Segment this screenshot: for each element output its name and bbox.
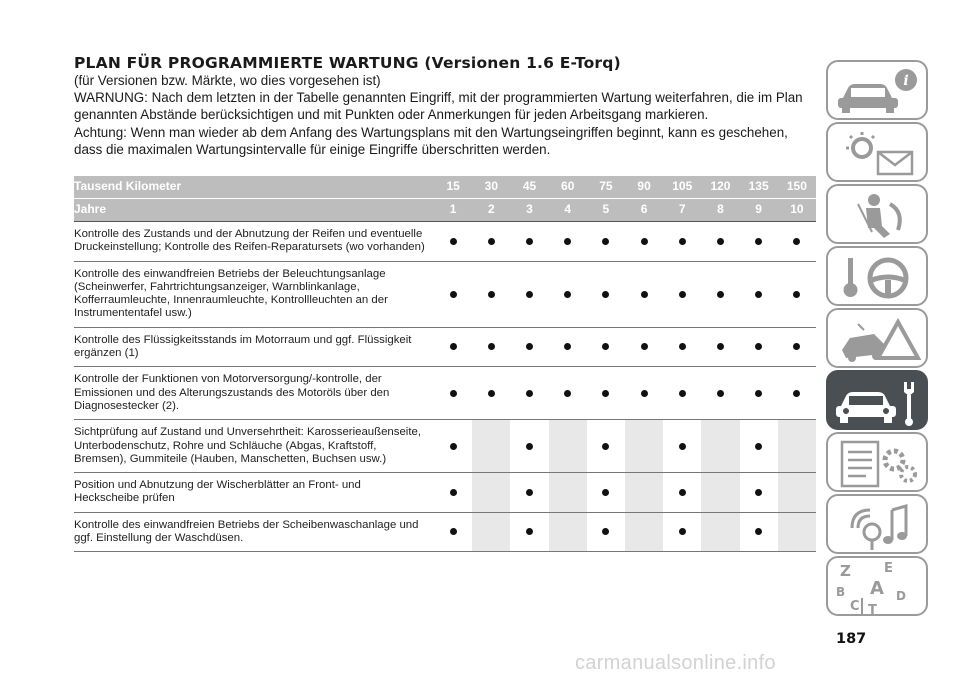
dot-icon <box>526 291 533 298</box>
svg-text:C: C <box>850 599 860 614</box>
dot-icon <box>450 390 457 397</box>
task-description: Kontrolle des einwandfreien Betriebs der Beleuchtungsanlage (Scheinwerfer, Fahrtrichtungsanzeiger, Warnblinkanlage, Kofferraumleuchte, Innenraumleuchte, Kontrollleuchten an der Instrumententafel usw.) <box>74 267 388 320</box>
header-km-label: Tausend Kilometer <box>74 176 434 199</box>
dot-icon <box>450 489 457 496</box>
empty-cell <box>625 512 663 552</box>
service-mark <box>510 327 548 367</box>
year-col: 7 <box>663 199 701 222</box>
service-mark <box>549 222 587 262</box>
service-mark <box>434 222 472 262</box>
service-mark <box>549 327 587 367</box>
km-col: 60 <box>549 176 587 199</box>
dot-icon <box>564 291 571 298</box>
dot-icon <box>641 291 648 298</box>
table-row <box>74 473 816 513</box>
service-mark <box>663 512 701 552</box>
dot-icon <box>717 291 724 298</box>
service-mark <box>740 512 778 552</box>
empty-cell <box>625 420 663 473</box>
service-mark <box>625 367 663 420</box>
dot-icon <box>526 238 533 245</box>
dot-icon <box>755 238 762 245</box>
dot-icon <box>755 343 762 350</box>
header-years-label: Jahre <box>74 199 434 222</box>
service-mark <box>663 420 701 473</box>
dot-icon <box>526 528 533 535</box>
dot-icon <box>564 390 571 397</box>
dot-icon <box>755 291 762 298</box>
service-mark <box>549 261 587 327</box>
empty-cell <box>701 473 739 513</box>
service-mark <box>510 473 548 513</box>
tab-car-info[interactable] <box>826 60 928 120</box>
km-col: 120 <box>701 176 739 199</box>
maintenance-rows <box>74 222 816 552</box>
dot-icon <box>679 443 686 450</box>
dot-icon <box>679 238 686 245</box>
table-row <box>74 512 816 552</box>
technical-data-icon <box>828 434 928 492</box>
tab-multimedia[interactable] <box>826 494 928 554</box>
dot-icon <box>602 238 609 245</box>
service-mark <box>740 420 778 473</box>
svg-text:A: A <box>870 578 884 599</box>
car-info-icon <box>828 62 928 120</box>
task-description: Kontrolle des Flüssigkeitsstands im Motorraum und ggf. Flüssigkeit ergänzen (1) <box>74 333 412 360</box>
empty-cell <box>778 420 816 473</box>
km-col: 150 <box>778 176 816 199</box>
service-mark <box>472 327 510 367</box>
svg-text:E: E <box>884 561 893 576</box>
service-mark <box>740 327 778 367</box>
dot-icon <box>602 343 609 350</box>
dot-icon <box>602 390 609 397</box>
year-col: 6 <box>625 199 663 222</box>
empty-cell <box>472 420 510 473</box>
service-mark <box>663 327 701 367</box>
dot-icon <box>793 291 800 298</box>
year-col: 2 <box>472 199 510 222</box>
dot-icon <box>602 528 609 535</box>
km-col: 90 <box>625 176 663 199</box>
dot-icon <box>526 390 533 397</box>
service-mark <box>701 367 739 420</box>
service-mark <box>587 261 625 327</box>
dot-icon <box>679 291 686 298</box>
table-row <box>74 367 816 420</box>
km-col: 45 <box>510 176 548 199</box>
year-col: 5 <box>587 199 625 222</box>
dot-icon <box>450 528 457 535</box>
tab-warning-lights[interactable] <box>826 122 928 182</box>
service-mark <box>587 222 625 262</box>
task-description: Position und Abnutzung der Wischerblätter an Front- und Heckscheibe prüfen <box>74 479 361 505</box>
table-row <box>74 420 816 473</box>
service-mark <box>587 512 625 552</box>
dot-icon <box>679 528 686 535</box>
intro-attention: Achtung: Wenn man wieder ab dem Anfang des Wartungsplans mit den Wartungseingriffen beginnt, kann es geschehen, dass die maximalen Wartungsintervalle für einige Eingriffe überschritten werden. <box>74 124 788 157</box>
svg-text:Z: Z <box>840 562 851 580</box>
multimedia-icon <box>828 496 928 554</box>
empty-cell <box>701 420 739 473</box>
dot-icon <box>755 443 762 450</box>
dot-icon <box>641 238 648 245</box>
dot-icon <box>564 238 571 245</box>
km-col: 15 <box>434 176 472 199</box>
service-mark <box>778 261 816 327</box>
svg-text:D: D <box>896 589 906 603</box>
table-row <box>74 327 816 367</box>
dot-icon <box>755 489 762 496</box>
service-mark <box>510 512 548 552</box>
tab-emergency[interactable] <box>826 308 928 368</box>
dot-icon <box>641 390 648 397</box>
service-mark <box>778 222 816 262</box>
steering-key-icon <box>828 248 928 306</box>
table-row <box>74 261 816 327</box>
dot-icon <box>526 489 533 496</box>
service-mark <box>434 327 472 367</box>
dot-icon <box>450 291 457 298</box>
service-mark <box>510 222 548 262</box>
header-row-km <box>74 176 816 199</box>
service-mark <box>701 222 739 262</box>
empty-cell <box>778 473 816 513</box>
car-service-icon <box>828 372 928 430</box>
dot-icon <box>793 343 800 350</box>
dot-icon <box>717 390 724 397</box>
service-mark <box>434 420 472 473</box>
service-mark <box>587 420 625 473</box>
header-row-years <box>74 199 816 222</box>
watermark: carmanualsonline.info <box>575 652 776 674</box>
service-mark <box>587 367 625 420</box>
service-mark <box>663 261 701 327</box>
page-title: PLAN FÜR PROGRAMMIERTE WARTUNG (Versionen 1.6 E-Torq) <box>74 54 621 72</box>
service-mark <box>663 473 701 513</box>
km-col: 30 <box>472 176 510 199</box>
dot-icon <box>755 528 762 535</box>
dot-icon <box>793 238 800 245</box>
service-mark <box>510 367 548 420</box>
empty-cell <box>625 473 663 513</box>
service-mark <box>434 367 472 420</box>
tab-safety[interactable] <box>826 184 928 244</box>
emergency-icon <box>828 310 928 368</box>
service-mark <box>472 261 510 327</box>
dot-icon <box>602 291 609 298</box>
dot-icon <box>488 343 495 350</box>
service-mark <box>587 473 625 513</box>
service-mark <box>778 327 816 367</box>
empty-cell <box>472 512 510 552</box>
dot-icon <box>717 238 724 245</box>
service-mark <box>663 222 701 262</box>
dot-icon <box>679 343 686 350</box>
svg-text:T: T <box>868 603 877 618</box>
index-icon <box>828 558 928 616</box>
dot-icon <box>488 291 495 298</box>
svg-text:i: i <box>903 73 909 89</box>
empty-cell <box>701 512 739 552</box>
service-mark <box>587 327 625 367</box>
service-mark <box>434 261 472 327</box>
maintenance-table <box>74 176 816 552</box>
year-col: 4 <box>549 199 587 222</box>
year-col: 3 <box>510 199 548 222</box>
km-col: 75 <box>587 176 625 199</box>
service-mark <box>740 222 778 262</box>
service-mark <box>701 327 739 367</box>
service-mark <box>625 327 663 367</box>
dot-icon <box>641 343 648 350</box>
tab-service[interactable] <box>826 370 928 430</box>
dot-icon <box>679 390 686 397</box>
service-mark <box>740 367 778 420</box>
service-mark <box>549 367 587 420</box>
task-description: Kontrolle des einwandfreien Betriebs der Scheibenwaschanlage und ggf. Einstellung der Waschdüsen. <box>74 518 419 545</box>
service-mark <box>434 512 472 552</box>
service-mark <box>701 261 739 327</box>
service-mark <box>434 473 472 513</box>
warning-lights-icon <box>828 124 928 182</box>
year-col: 1 <box>434 199 472 222</box>
safety-seat-icon <box>828 186 928 244</box>
km-col: 105 <box>663 176 701 199</box>
task-description: Kontrolle der Funktionen von Motorversorgung/-kontrolle, der Emissionen und des Alterungszustands des Motoröls über den Diagnosestecker (2). <box>74 373 390 412</box>
dot-icon <box>679 489 686 496</box>
service-mark <box>625 261 663 327</box>
year-col: 8 <box>701 199 739 222</box>
year-col: 9 <box>740 199 778 222</box>
dot-icon <box>755 390 762 397</box>
service-mark <box>740 261 778 327</box>
empty-cell <box>549 420 587 473</box>
task-description: Kontrolle des Zustands und der Abnutzung der Reifen und eventuelle Druckeinstellung; Kontrolle des Reifen-Reparatursets (wo vorhanden) <box>74 228 425 254</box>
empty-cell <box>549 512 587 552</box>
km-col: 135 <box>740 176 778 199</box>
empty-cell <box>549 473 587 513</box>
dot-icon <box>602 443 609 450</box>
dot-icon <box>450 443 457 450</box>
service-mark <box>663 367 701 420</box>
dot-icon <box>488 238 495 245</box>
dot-icon <box>564 343 571 350</box>
intro-line-versions: (für Versionen bzw. Märkte, wo dies vorgesehen ist) <box>74 73 381 88</box>
dot-icon <box>526 443 533 450</box>
intro-warning: WARNUNG: Nach dem letzten in der Tabelle genannten Eingriff, mit der programmierten Wartung weiterfahren, die im Plan genannten Abstände berücksichtigen und mit Punkten oder Anmerkungen für jeden Arbeitsgang markieren. <box>74 90 803 123</box>
service-mark <box>778 367 816 420</box>
service-mark <box>510 420 548 473</box>
task-description: Sichtprüfung auf Zustand und Unversehrtheit: Karosserieaußenseite, Unterbodenschutz, Rohre und Schläuche (Abgas, Kraftstoff, Bremsen), Gummiteile (Hauben, Manschetten, Buchsen usw.) <box>74 426 421 465</box>
empty-cell <box>778 512 816 552</box>
dot-icon <box>450 343 457 350</box>
service-mark <box>625 222 663 262</box>
service-mark <box>472 367 510 420</box>
svg-text:B: B <box>836 585 846 599</box>
dot-icon <box>526 343 533 350</box>
tab-index[interactable] <box>826 556 928 616</box>
dot-icon <box>793 390 800 397</box>
dot-icon <box>602 489 609 496</box>
dot-icon <box>488 390 495 397</box>
dot-icon <box>717 343 724 350</box>
intro-text <box>74 72 814 158</box>
service-mark <box>740 473 778 513</box>
dot-icon <box>450 238 457 245</box>
page-number: 187 <box>836 631 867 647</box>
tab-technical-data[interactable] <box>826 432 928 492</box>
tab-starting-driving[interactable] <box>826 246 928 306</box>
service-mark <box>510 261 548 327</box>
year-col: 10 <box>778 199 816 222</box>
service-mark <box>472 222 510 262</box>
table-row <box>74 222 816 262</box>
empty-cell <box>472 473 510 513</box>
